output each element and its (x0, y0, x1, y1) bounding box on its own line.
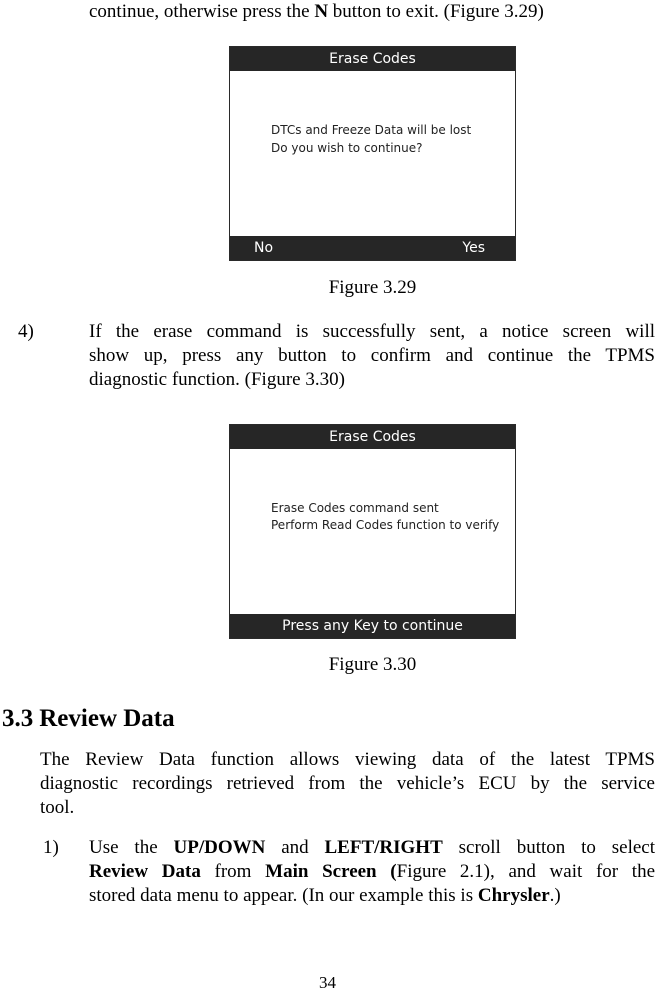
step-4-text (89, 320, 655, 392)
text-line (89, 860, 655, 884)
chrysler-label: Chrysler (477, 885, 550, 906)
continue-prompt-bar[interactable]: Press any Key to continue (230, 614, 515, 638)
softkey-yes[interactable]: Yes (462, 240, 485, 256)
section-title: Review Data (39, 705, 175, 732)
list-number: 1) (43, 837, 59, 858)
main-screen-label: Main Screen ( (265, 861, 397, 882)
text-run: Figure 2.1), and wait for the (396, 861, 655, 882)
text-run: from (200, 861, 266, 882)
screen-message-line: DTCs and Freeze Data will be lost (271, 123, 472, 137)
up-down-key-label: UP/DOWN (173, 837, 266, 858)
text-line: The Review Data function allows viewing data of the latest TPMS (40, 749, 655, 770)
text-run: scroll button to select (442, 837, 655, 858)
text-line: If the erase command is successfully sent, a notice screen will (89, 321, 655, 342)
device-screen-erase-sent (229, 424, 516, 639)
n-key-label: N (314, 1, 329, 22)
list-number: 4) (18, 321, 34, 342)
softkey-no[interactable]: No (254, 240, 274, 256)
figure-caption: Figure 3.30 (328, 654, 417, 675)
intro-text (89, 0, 544, 24)
intro-text-part: continue, otherwise press the (89, 1, 315, 22)
softkey-bar (230, 236, 515, 260)
text-run: Use the (89, 837, 174, 858)
page-number: 34 (319, 973, 336, 992)
step-1-text (89, 836, 655, 908)
text-line: tool. (40, 797, 75, 818)
screen-message-line: Perform Read Codes function to verify (271, 518, 500, 532)
text-line: diagnostic recordings retrieved from the vehicle’s ECU by the service (40, 773, 655, 794)
screen-message-line: Erase Codes command sent (271, 501, 439, 515)
device-screen-erase-confirm (229, 46, 516, 261)
section-paragraph (40, 748, 655, 820)
screen-title-bar: Erase Codes (230, 425, 515, 449)
text-line: show up, press any button to confirm and continue the TPMS (89, 345, 655, 366)
text-run: .) (549, 885, 561, 906)
screen-title-bar: Erase Codes (230, 47, 515, 71)
figure-caption: Figure 3.29 (328, 277, 417, 298)
text-line (89, 836, 655, 860)
text-line (89, 884, 655, 908)
text-run: and (265, 837, 325, 858)
intro-text-part: button to exit. (Figure 3.29) (328, 1, 544, 22)
screen-message-line: Do you wish to continue? (271, 141, 423, 155)
text-run: stored data menu to appear. (In our example this is (89, 885, 478, 906)
section-number: 3.3 (2, 705, 34, 732)
text-line: diagnostic function. (Figure 3.30) (89, 369, 345, 390)
section-heading (2, 704, 175, 734)
review-data-label: Review Data (89, 861, 201, 882)
left-right-key-label: LEFT/RIGHT (324, 837, 443, 858)
